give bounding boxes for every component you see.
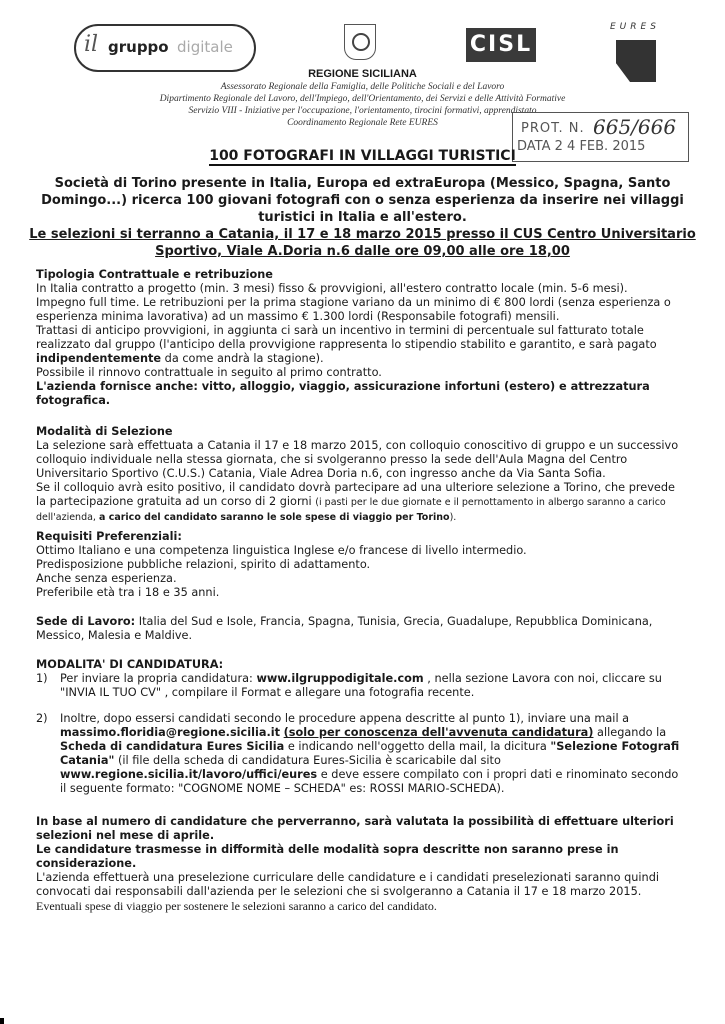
tipologia-p2: Impegno full time. Le retribuzioni per la prima stagione variano da un minimo di € 800 lordi (senza esperienza o esperienza minima lavorativa) ad un massimo € 1.300 lordi (Responsabile fotografi) mensili.	[36, 296, 671, 323]
section-requisiti	[36, 530, 688, 600]
tipologia-p3: Trattasi di anticipo provvigioni, in aggiunta ci sarà un incentivo in termini di percentuale sul fatturato totale realizzato dal gruppo (l'anticipo della provvigione rappresenta lo stipendio stabilito e garantito, e sarà pagato indipendentemente da come andrà la stagione).	[36, 324, 657, 365]
candidatura-heading: MODALITA' DI CANDIDATURA:	[36, 658, 224, 671]
requisiti-line: Ottimo Italiano e una competenza linguistica Inglese e/o francese di livello intermedio.	[36, 544, 527, 557]
section-tipologia	[36, 268, 688, 408]
eures-site-link[interactable]: www.regione.sicilia.it/lavoro/uffici/eures	[60, 768, 318, 781]
section-closing	[36, 815, 688, 913]
candidatura-item-2: 2) Inoltre, dopo essersi candidati secondo le procedure appena descritte al punto 1), inviare una mail a massimo.floridia@regione.sicilia.it (solo per conoscenza dell'avvenuta candidatura) allegando la Scheda di candidatura Eures Sicilia e indicando nell'oggetto della mail, la dicitura "Selezione Fotografi Catania" (il file della scheda di candidatura Eures-Sicilia è scaricabile dal sito www.regione.sicilia.it/lavoro/uffici/eures e deve essere compilato con i propri dati e rinominato secondo il seguente formato: "COGNOME NOME – SCHEDA" es: ROSSI MARIO-SCHEDA).	[36, 712, 680, 795]
tipologia-p5: L'azienda fornisce anche: vitto, alloggio, viaggio, assicurazione infortuni (estero) e attrezzatura fotografica.	[36, 380, 650, 407]
requisiti-line: Anche senza esperienza.	[36, 572, 177, 585]
regione-siciliana-crest-icon	[344, 24, 376, 60]
requisiti-line: Preferibile età tra i 18 e 35 anni.	[36, 586, 220, 599]
intro-description: Società di Torino presente in Italia, Europa ed extraEuropa (Messico, Spagna, Santo Domingo...) ricerca 100 giovani fotografi con o senza esperienza da inserire nei villaggi turistici in Italia e all'estero.	[41, 176, 684, 225]
region-title: REGIONE SICILIANA	[308, 68, 417, 80]
tipologia-p4: Possibile il rinnovo contrattuale in seguito al primo contratto.	[36, 366, 382, 379]
section-candidatura	[36, 658, 688, 796]
candidatura-item-1: 1) Per inviare la propria candidatura: www.ilgruppodigitale.com , nella sezione Lavora con noi, cliccare su "INVIA IL TUO CV" , compilare il Format e allegare una fotografia recente.	[36, 672, 662, 699]
cisl-logo: CISL	[466, 28, 536, 62]
requisiti-line: Predisposizione pubbliche relazioni, spirito di adattamento.	[36, 558, 371, 571]
intro-selection-info: Le selezioni si terranno a Catania, il 17 e 18 marzo 2015 presso il CUS Centro Universitario Sportivo, Viale A.Doria n.6 dalle ore 09,00 alle ore 18,00	[29, 227, 696, 259]
closing-p1: L'azienda effettuerà una preselezione curriculare delle candidature e i candidati preselezionati saranno quindi convocati dai responsabili dall'azienda per le selezioni che si svolgeranno a Catania il 17 e 18 marzo 2015.	[36, 871, 660, 898]
section-modalita	[36, 425, 688, 525]
intro	[20, 175, 705, 260]
page-title: 100 FOTOGRAFI IN VILLAGGI TURISTICI	[209, 148, 516, 164]
gruppo-digitale-link[interactable]: www.ilgruppodigitale.com	[256, 672, 424, 685]
dept-line-1: Assessorato Regionale della Famiglia, delle Politiche Sociali e del Lavoro	[220, 82, 505, 92]
tipologia-heading: Tipologia Contrattuale e retribuzione	[36, 268, 273, 281]
tipologia-p1: In Italia contratto a progetto (min. 3 mesi) fisso & provvigioni, all'estero contratto locale (min. 5-6 mesi).	[36, 282, 628, 295]
dept-line-4: Coordinamento Regionale Rete EURES	[287, 118, 438, 128]
modalita-p2: Se il colloquio avrà esito positivo, il candidato dovrà partecipare ad una ulteriore selezione a Torino, che prevede la partecipazione gratuita ad un corso di 2 giorni (i pasti per le due giornate e il pernottamento in albergo saranno a carico dell'azienda, a carico del candidato saranno le sole spese di viaggio per Torino).	[36, 481, 675, 523]
modalita-heading: Modalità di Selezione	[36, 425, 173, 438]
dept-line-2: Dipartimento Regionale del Lavoro, dell'Impiego, dell'Orientamento, dei Servizi e delle Attività Formative	[159, 94, 566, 104]
dept-line-3: Servizio VIII - Iniziative per l'occupazione, l'orientamento, tirocini formativi, apprendistato	[188, 106, 537, 116]
closing-p2: Eventuali spese di viaggio per sostenere le selezioni saranno a carico del candidato.	[36, 899, 437, 913]
eures-logo-label: EURES	[610, 22, 660, 32]
section-sede	[36, 615, 688, 643]
scan-mark	[0, 1018, 4, 1024]
sede-label: Sede di Lavoro:	[36, 615, 136, 628]
sede-text: Italia del Sud e Isole, Francia, Spagna, Tunisia, Grecia, Guadalupe, Repubblica Dominicana, Messico, Malesia e Maldive.	[36, 615, 653, 642]
closing-note-1: In base al numero di candidature che perverranno, sarà valutata la possibilità di effettuare ulteriori selezioni nel mese di aprile.	[36, 815, 674, 842]
closing-note-2: Le candidature trasmesse in difformità delle modalità sopra descritte non saranno prese in considerazione.	[36, 843, 619, 870]
email-link[interactable]: massimo.floridia@regione.sicilia.it	[60, 726, 281, 739]
modalita-p1: La selezione sarà effettuata a Catania il 17 e 18 marzo 2015, con colloquio conoscitivo di gruppo e un successivo colloquio individuale nella stessa giornata, che si svolgeranno presso la sede dell'Aula Magna del Centro Universitario Sportivo (C.U.S.) Catania, Viale Adrea Doria n.6, con ingresso anche da Via Santa Sofia.	[36, 439, 679, 480]
protocol-stamp: PROT. N. 665/666 DATA 2 4 FEB. 2015	[512, 112, 689, 162]
il-gruppo-digitale-logo: il gruppo digitale	[74, 24, 256, 72]
requisiti-heading: Requisiti Preferenziali:	[36, 530, 182, 543]
